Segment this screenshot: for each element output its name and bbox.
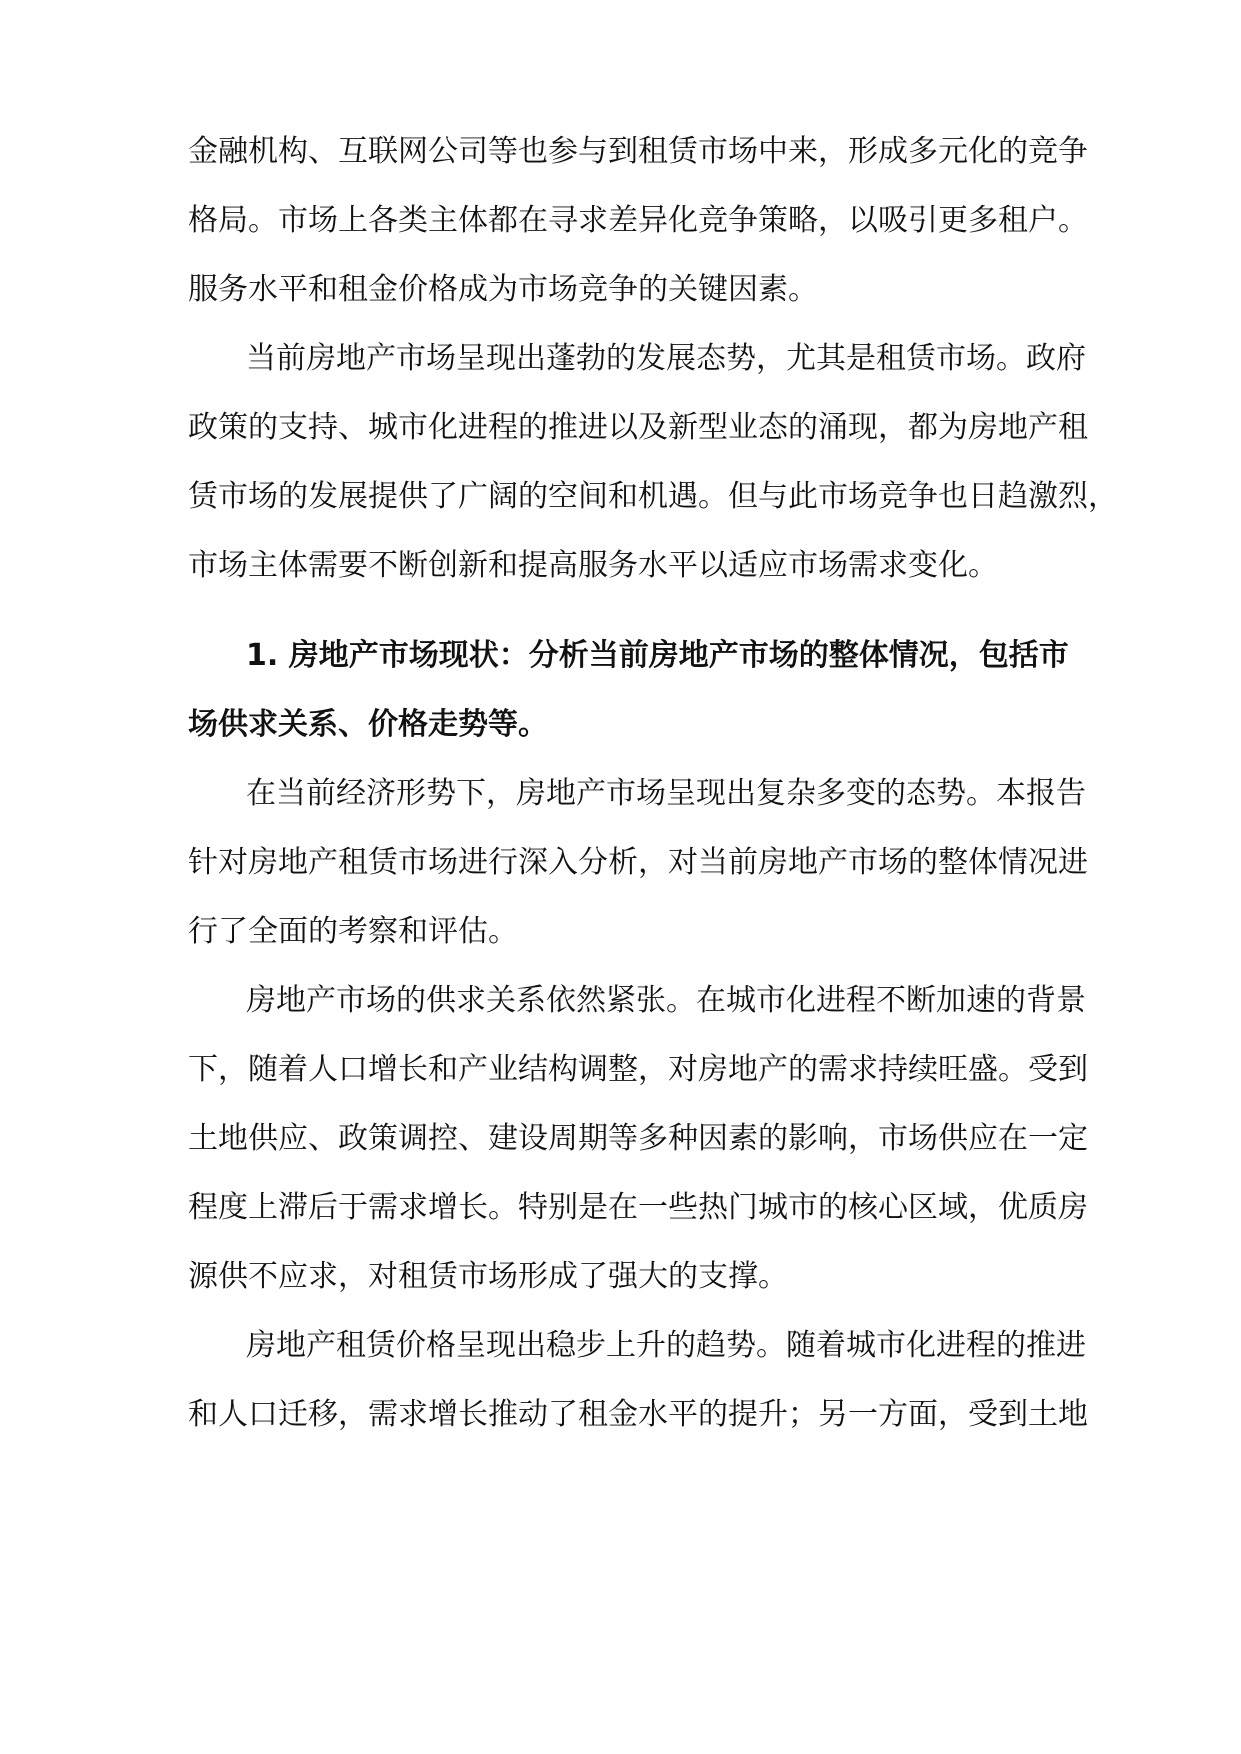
paragraph-5-line-2: 和人口迁移，需求增长推动了租金水平的提升；另一方面，受到土地 (188, 1397, 1088, 1432)
paragraph-4-line-1: 房地产市场的供求关系依然紧张。在城市化进程不断加速的背景 (246, 983, 1086, 1018)
paragraph-3-line-2: 针对房地产租赁市场进行深入分析，对当前房地产市场的整体情况进 (188, 845, 1088, 880)
section-heading-line-1: 1. 房地产市场现状：分析当前房地产市场的整体情况，包括市 (246, 638, 1069, 673)
paragraph-2-line-3: 赁市场的发展提供了广阔的空间和机遇。但与此市场竞争也日趋激烈， (188, 479, 1118, 514)
paragraph-4-line-2: 下，随着人口增长和产业结构调整，对房地产的需求持续旺盛。受到 (188, 1052, 1088, 1087)
paragraph-3-line-3: 行了全面的考察和评估。 (188, 914, 518, 949)
paragraph-5-line-1: 房地产租赁价格呈现出稳步上升的趋势。随着城市化进程的推进 (246, 1328, 1086, 1363)
paragraph-1-line-2: 格局。市场上各类主体都在寻求差异化竞争策略，以吸引更多租户。 (188, 203, 1088, 238)
paragraph-2-line-1: 当前房地产市场呈现出蓬勃的发展态势，尤其是租赁市场。政府 (246, 341, 1086, 376)
paragraph-3-line-1: 在当前经济形势下，房地产市场呈现出复杂多变的态势。本报告 (246, 776, 1086, 811)
paragraph-1-line-1: 金融机构、互联网公司等也参与到租赁市场中来，形成多元化的竞争 (188, 134, 1088, 169)
paragraph-2-line-4: 市场主体需要不断创新和提高服务水平以适应市场需求变化。 (188, 548, 998, 583)
paragraph-4-line-3: 土地供应、政策调控、建设周期等多种因素的影响，市场供应在一定 (188, 1121, 1088, 1156)
paragraph-1-line-3: 服务水平和租金价格成为市场竞争的关键因素。 (188, 272, 818, 307)
section-heading-line-2: 场供求关系、价格走势等。 (188, 707, 548, 742)
paragraph-4-line-5: 源供不应求，对租赁市场形成了强大的支撑。 (188, 1259, 788, 1294)
paragraph-4-line-4: 程度上滞后于需求增长。特别是在一些热门城市的核心区域，优质房 (188, 1190, 1088, 1225)
paragraph-2-line-2: 政策的支持、城市化进程的推进以及新型业态的涌现，都为房地产租 (188, 410, 1088, 445)
